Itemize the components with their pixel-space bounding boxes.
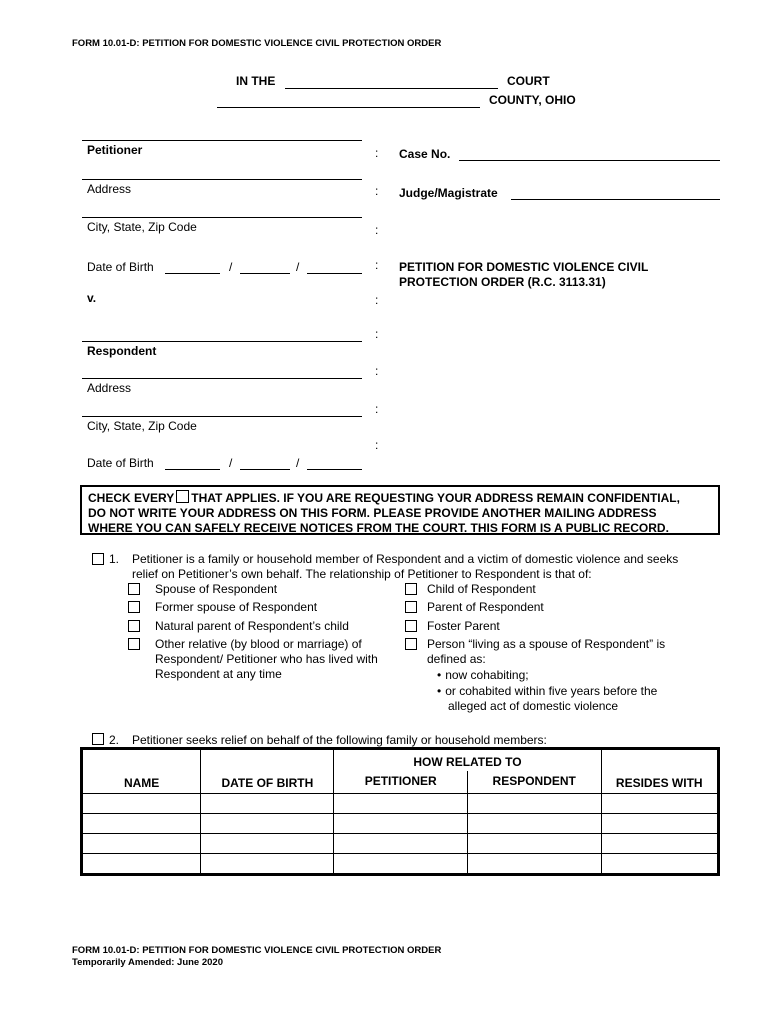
table-row	[82, 834, 719, 854]
dob-slash: /	[296, 260, 300, 274]
table-cell[interactable]	[334, 854, 467, 875]
checkbox-icon	[176, 490, 189, 503]
table-row	[82, 854, 719, 875]
respondent-label: Respondent	[87, 344, 157, 358]
separator-colon: :	[375, 327, 379, 341]
family-members-table	[80, 747, 720, 876]
relationship-checkbox[interactable]	[405, 583, 417, 595]
separator-colon: :	[375, 146, 379, 160]
petitioner-dob-day[interactable]	[240, 273, 290, 274]
col-petitioner-header: PETITIONER	[334, 771, 467, 794]
table-cell[interactable]	[201, 834, 334, 854]
case-no-label: Case No.	[399, 147, 451, 161]
respondent-address-label: Address	[87, 381, 132, 395]
petitioner-label: Petitioner	[87, 143, 143, 157]
petition-title-line2: PROTECTION ORDER (R.C. 3113.31)	[399, 275, 606, 289]
relationship-option: Natural parent of Respondent’s child	[155, 619, 349, 633]
judge-label: Judge/Magistrate	[399, 186, 498, 200]
notice-text: CHECK EVERY	[88, 491, 175, 505]
respondent-dob-day[interactable]	[240, 469, 290, 470]
dob-slash: /	[229, 456, 233, 470]
separator-colon: :	[375, 258, 379, 272]
relationship-option: Parent of Respondent	[427, 600, 544, 614]
respondent-city-line[interactable]	[82, 416, 362, 417]
table-cell[interactable]	[82, 794, 201, 814]
county-name-line[interactable]	[217, 107, 480, 108]
definition-bullet-cont: alleged act of domestic violence	[448, 699, 619, 713]
relationship-option: Foster Parent	[427, 619, 500, 633]
table-cell[interactable]	[334, 834, 467, 854]
table-cell[interactable]	[601, 854, 719, 875]
definition-bullet: • now cohabiting;	[437, 668, 529, 682]
table-cell[interactable]	[467, 854, 601, 875]
confidentiality-notice	[80, 485, 720, 535]
col-name-header: NAME	[82, 749, 201, 794]
item2-text: Petitioner seeks relief on behalf of the following family or household members:	[132, 733, 547, 747]
case-no-line[interactable]	[459, 160, 720, 161]
respondent-dob-label: Date of Birth	[87, 456, 154, 470]
item1-text: Petitioner is a family or household member of Respondent and a victim of domestic violence and seeks	[132, 552, 679, 566]
court-label: COURT	[507, 74, 550, 88]
relationship-checkbox[interactable]	[128, 638, 140, 650]
separator-colon: :	[375, 293, 379, 307]
definition-bullet: • or cohabited within five years before the	[437, 684, 657, 698]
relationship-option: defined as:	[427, 652, 486, 666]
petitioner-city-line[interactable]	[82, 217, 362, 218]
table-cell[interactable]	[82, 814, 201, 834]
respondent-city-label: City, State, Zip Code	[87, 419, 197, 433]
item2-number: 2.	[109, 733, 120, 747]
relationship-checkbox[interactable]	[128, 601, 140, 613]
item2-checkbox[interactable]	[92, 733, 104, 745]
relationship-checkbox[interactable]	[405, 620, 417, 632]
relationship-option: Former spouse of Respondent	[155, 600, 318, 614]
respondent-address-line[interactable]	[82, 378, 362, 379]
table-cell[interactable]	[201, 854, 334, 875]
relationship-option: Person “living as a spouse of Respondent” is	[427, 637, 666, 651]
table-cell[interactable]	[334, 814, 467, 834]
table-cell[interactable]	[601, 814, 719, 834]
court-name-line[interactable]	[285, 88, 498, 89]
court-in-the: IN THE	[236, 74, 276, 88]
table-row	[82, 794, 719, 814]
col-respondent-header: RESPONDENT	[467, 771, 601, 794]
relationship-option: Child of Respondent	[427, 582, 536, 596]
notice-text: THAT APPLIES. IF YOU ARE REQUESTING YOUR ADDRESS REMAIN CONFIDENTIAL,	[191, 491, 680, 505]
footer-form-title: FORM 10.01-D: PETITION FOR DOMESTIC VIOLENCE CIVIL PROTECTION ORDER	[72, 945, 442, 956]
separator-colon: :	[375, 223, 379, 237]
relationship-option: Other relative (by blood or marriage) of	[155, 637, 362, 651]
col-dob-header: DATE OF BIRTH	[201, 749, 334, 794]
petitioner-address-line[interactable]	[82, 179, 362, 180]
petitioner-address-label: Address	[87, 182, 132, 196]
petitioner-city-label: City, State, Zip Code	[87, 220, 197, 234]
relationship-checkbox[interactable]	[128, 583, 140, 595]
respondent-dob-year[interactable]	[307, 469, 362, 470]
petition-title-line1: PETITION FOR DOMESTIC VIOLENCE CIVIL	[399, 260, 649, 274]
table-row	[82, 814, 719, 834]
table-cell[interactable]	[82, 834, 201, 854]
table-cell[interactable]	[467, 834, 601, 854]
table-cell[interactable]	[201, 814, 334, 834]
respondent-name-line[interactable]	[82, 341, 362, 342]
col-how-related-header: HOW RELATED TO	[334, 749, 601, 772]
relationship-option: Spouse of Respondent	[155, 582, 278, 596]
notice-text: DO NOT WRITE YOUR ADDRESS ON THIS FORM. PLEASE PROVIDE ANOTHER MAILING ADDRESS	[88, 506, 657, 520]
versus-label: v.	[87, 291, 97, 305]
footer-amended: Temporarily Amended: June 2020	[72, 957, 223, 968]
petitioner-dob-year[interactable]	[307, 273, 362, 274]
relationship-option: Respondent at any time	[155, 667, 282, 681]
table-cell[interactable]	[601, 794, 719, 814]
petitioner-dob-label: Date of Birth	[87, 260, 154, 274]
dob-slash: /	[229, 260, 233, 274]
judge-line[interactable]	[511, 199, 720, 200]
petitioner-dob-month[interactable]	[165, 273, 220, 274]
item1-text: relief on Petitioner’s own behalf. The relationship of Petitioner to Respondent is that of:	[132, 567, 592, 581]
col-resides-header: RESIDES WITH	[601, 749, 719, 794]
item1-number: 1.	[109, 552, 120, 566]
table-cell[interactable]	[82, 854, 201, 875]
form-title: FORM 10.01-D: PETITION FOR DOMESTIC VIOLENCE CIVIL PROTECTION ORDER	[72, 38, 442, 49]
separator-colon: :	[375, 364, 379, 378]
table-cell[interactable]	[334, 794, 467, 814]
dob-slash: /	[296, 456, 300, 470]
relationship-checkbox[interactable]	[128, 620, 140, 632]
table-cell[interactable]	[467, 814, 601, 834]
table-header-row	[82, 749, 719, 772]
notice-text: WHERE YOU CAN SAFELY RECEIVE NOTICES FROM THE COURT. THIS FORM IS A PUBLIC RECORD.	[88, 521, 669, 535]
table-cell[interactable]	[201, 794, 334, 814]
county-label: COUNTY, OHIO	[489, 93, 576, 107]
table-cell[interactable]	[467, 794, 601, 814]
petitioner-name-line[interactable]	[82, 140, 362, 141]
table-cell[interactable]	[601, 834, 719, 854]
separator-colon: :	[375, 184, 379, 198]
relationship-option: Respondent/ Petitioner who has lived with	[155, 652, 378, 666]
relationship-checkbox[interactable]	[405, 601, 417, 613]
relationship-checkbox[interactable]	[405, 638, 417, 650]
respondent-dob-month[interactable]	[165, 469, 220, 470]
item1-checkbox[interactable]	[92, 553, 104, 565]
separator-colon: :	[375, 438, 379, 452]
separator-colon: :	[375, 402, 379, 416]
